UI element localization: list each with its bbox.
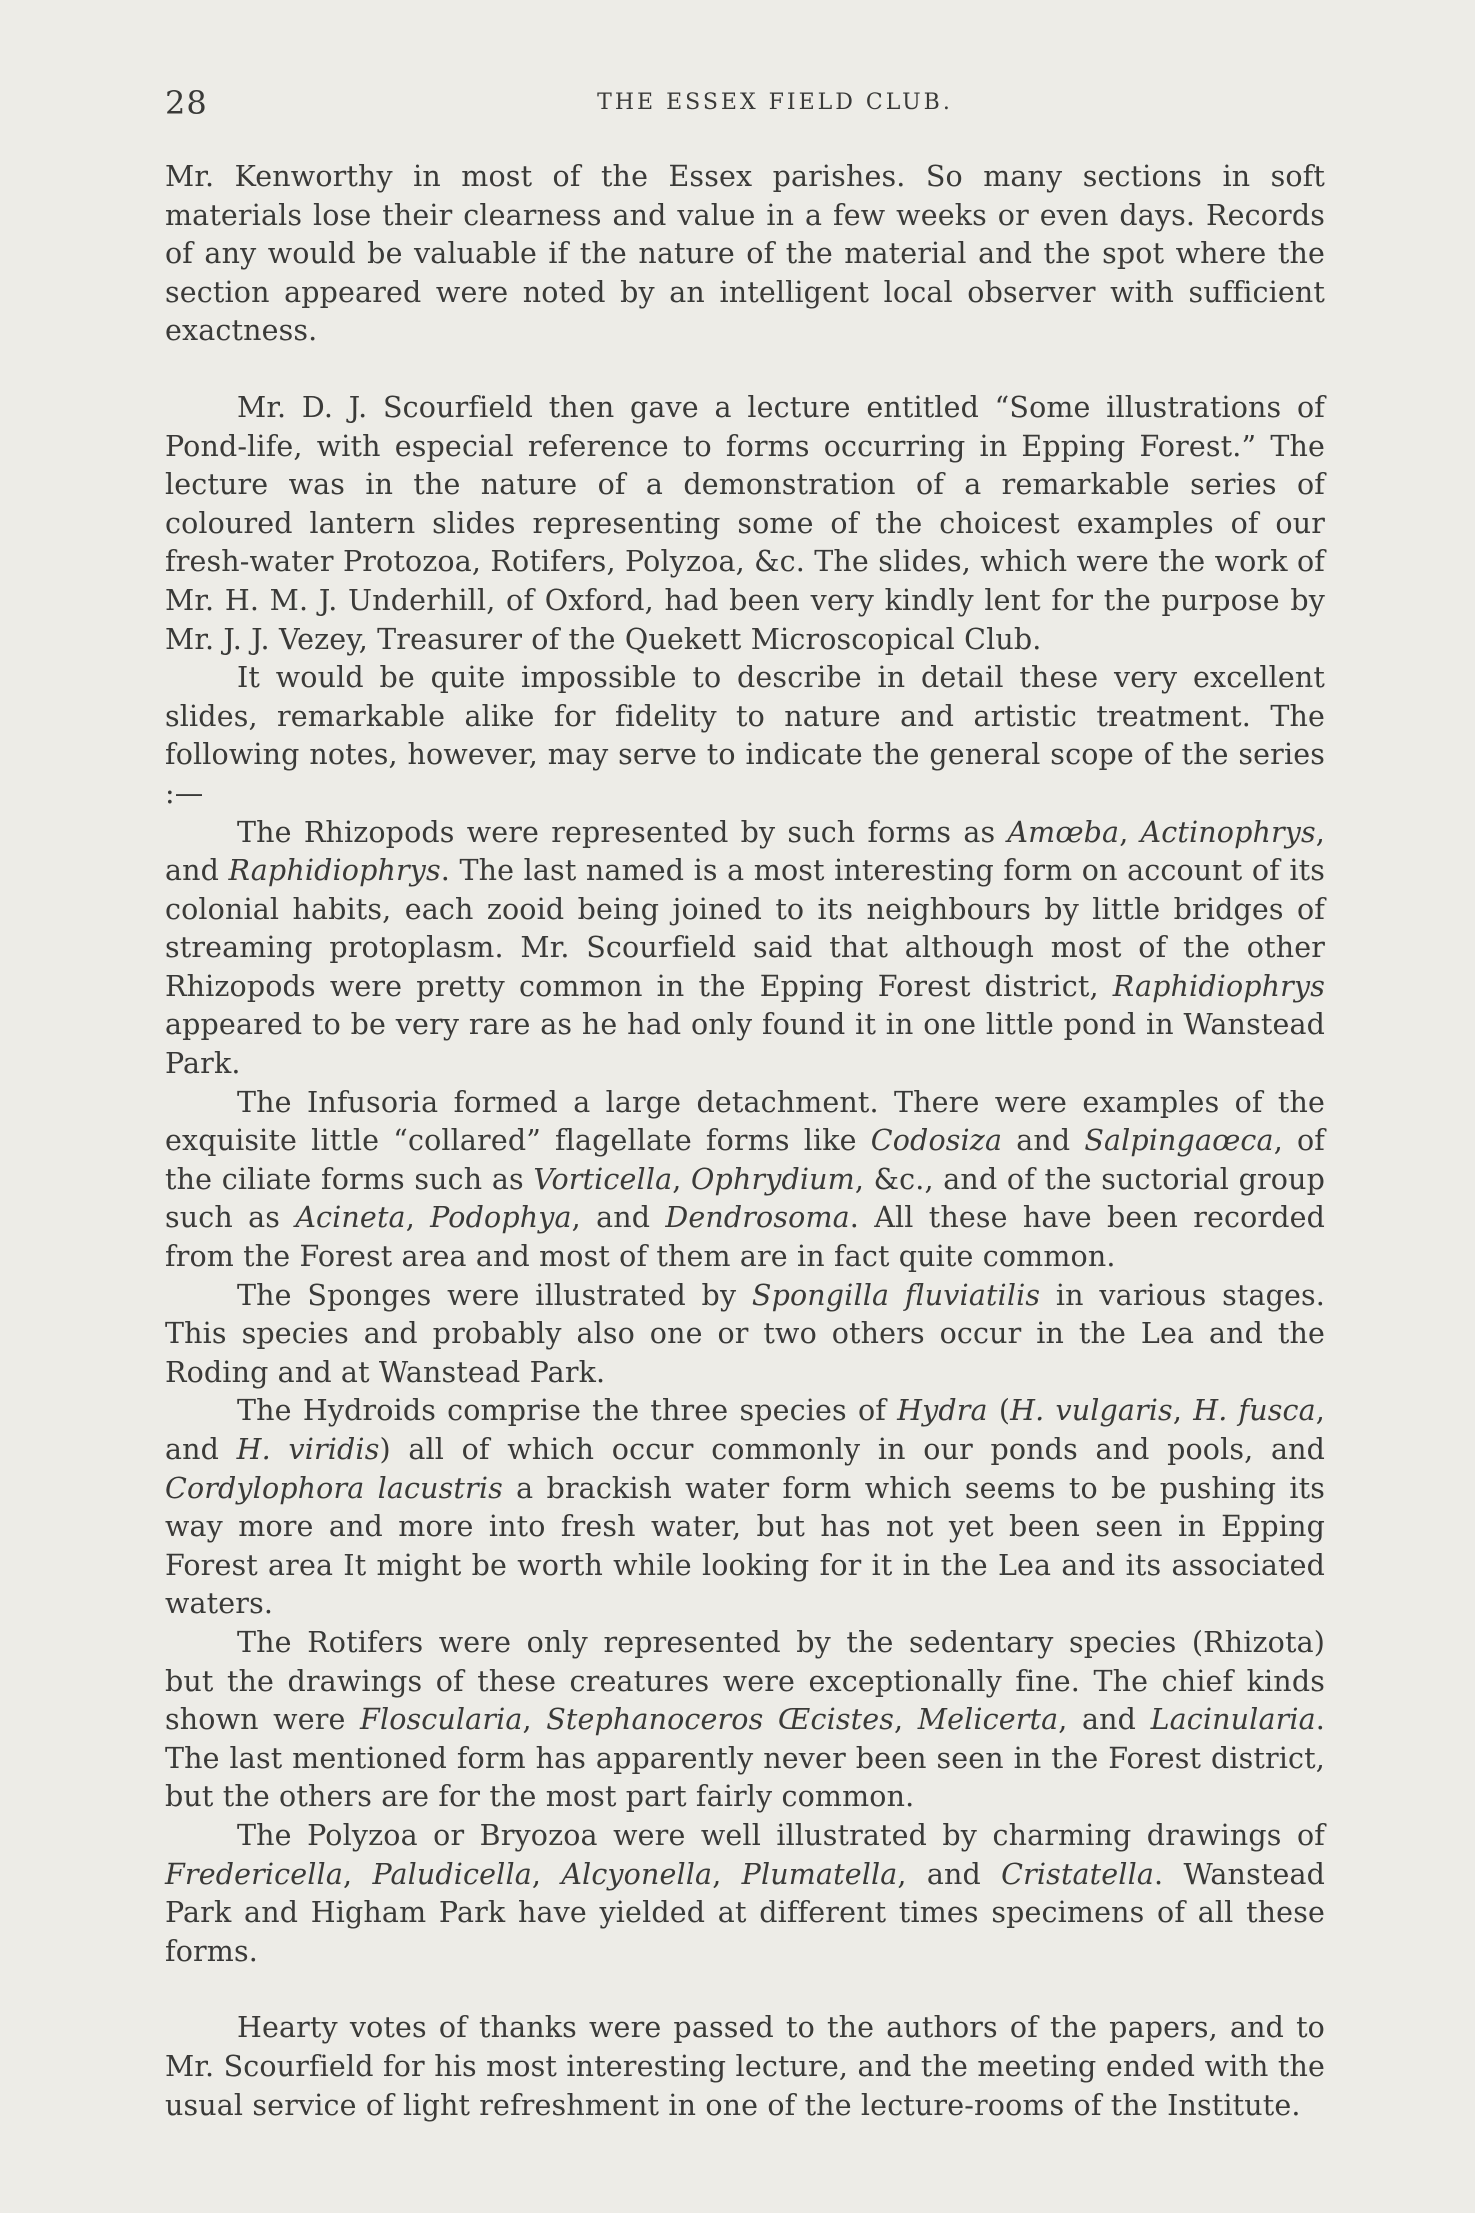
italic-taxon-name: Raphidiophrys	[1112, 969, 1325, 1003]
text-run: ,	[672, 1162, 692, 1196]
italic-taxon-name: H. viridis	[236, 1433, 380, 1466]
text-run: , and	[897, 1857, 1002, 1891]
text-run: , of the ciliate forms such as	[165, 1124, 1325, 1196]
text-run: The Infusoria formed a large detachment. There were examples of the exquisite little “collared” flagellate forms like	[165, 1085, 1325, 1158]
paragraph	[165, 1084, 1325, 1277]
paragraph	[165, 1817, 1325, 1971]
italic-taxon-name: Podophya	[430, 1201, 572, 1235]
text-run: ,	[712, 1857, 742, 1891]
italic-taxon-name: Codosiza	[870, 1124, 1003, 1158]
text-run: The Rhizopods were represented by such forms as	[237, 815, 1008, 849]
paragraph	[165, 1277, 1325, 1393]
journal-title: THE ESSEX FIELD CLUB.	[597, 90, 953, 115]
text-run: appeared to be very rare as he had only found it in one little pond in Wanstead Park.	[165, 1008, 1325, 1081]
text-run: ,	[1119, 815, 1141, 849]
italic-taxon-name: Actinophrys	[1140, 815, 1316, 849]
paragraph	[165, 1392, 1325, 1624]
paragraph	[165, 659, 1325, 813]
italic-taxon-name: Alcyonella	[561, 1857, 713, 1891]
text-run: , and	[1058, 1703, 1151, 1737]
text-run: Mr. Kenworthy in most of the Essex parishes. So many sections in soft materials lose their clearness and value in a few weeks or even days. Records of any would be valuable if the nature of the material and the spot where the section appeared were noted by an intelligent local observer with sufficient exactness.	[165, 160, 1325, 348]
italic-taxon-name: Stephanoceros Œcistes	[546, 1703, 895, 1737]
italic-taxon-name: Ophrydium	[691, 1162, 855, 1196]
text-run: ,	[894, 1703, 918, 1737]
paragraph	[165, 389, 1325, 659]
text-run: in various stages. This species and probably also one or two others occur in the Lea and the Roding and at Wanstead Park.	[165, 1278, 1325, 1389]
text-run: . The last mentioned form has apparently never been seen in the Forest district, but the others are for the most part fairly common.	[165, 1703, 1325, 1814]
italic-taxon-name: H. vulgaris	[1010, 1394, 1173, 1428]
italic-taxon-name: Melicerta	[917, 1703, 1059, 1737]
text-run: . All these have been recorded from the Forest area and most of them are in fact quite common.	[165, 1201, 1325, 1274]
text-run: The Sponges were illustrated by	[237, 1278, 752, 1312]
text-run: ,	[405, 1201, 431, 1235]
text-run: , and	[165, 815, 1325, 888]
italic-taxon-name: Acineta	[295, 1201, 406, 1235]
italic-taxon-name: Spongilla fluviatilis	[751, 1278, 1041, 1312]
italic-taxon-name: Amœba	[1007, 815, 1120, 849]
italic-taxon-name: Vorticella	[533, 1162, 673, 1196]
text-run: The Polyzoa or Bryozoa were well illustrated by charming drawings of	[237, 1818, 1325, 1852]
italic-taxon-name: Fredericella	[165, 1857, 343, 1891]
italic-taxon-name: Salpingaœca	[1084, 1124, 1274, 1158]
text-run: , and	[571, 1201, 666, 1235]
paragraph	[165, 1624, 1325, 1817]
text-run: Mr. D. J. Scourfield then gave a lecture entitled “Some illustrations of Pond-life, with especial reference to forms occurring in Epping Forest.” The lecture was in the nature of a demonstration of a remarkable series of coloured lantern slides representing some of the choicest examples of our fresh-water Protozoa, Rotifers, Polyzoa, &c. The slides, which were the work of Mr. H. M. J. Underhill, of Oxford, had been very kindly lent for the purpose by Mr. J. J. Vezey, Treasurer of the Quekett Microscopical Club.	[165, 390, 1325, 656]
italic-taxon-name: Floscularia	[360, 1703, 523, 1737]
text-run: ,	[1172, 1394, 1194, 1428]
italic-taxon-name: Hydra	[897, 1394, 988, 1428]
paragraph	[165, 158, 1325, 351]
text-run: The Rotifers were only represented by the sedentary species (Rhizota) but the drawings of these creatures were exceptionally fine. The chief kinds shown were	[165, 1625, 1325, 1737]
text-run: It would be quite impossible to describe in detail these very excellent slides, remarkable alike for fidelity to nature and artistic treatment. The following notes, however, may serve to indicate the general scope of the series :—	[165, 661, 1325, 810]
page-number: 28	[165, 84, 208, 122]
italic-taxon-name: Dendrosoma	[665, 1201, 850, 1235]
text-run: ) all of which occur commonly in our ponds and pools, and	[379, 1433, 1326, 1466]
paragraph	[165, 2009, 1325, 2125]
italic-taxon-name: Plumatella	[741, 1857, 898, 1891]
text-run: , and	[165, 1394, 1325, 1466]
italic-taxon-name: Lacinularia	[1150, 1703, 1316, 1737]
text-run: , &c., and of the suctorial group such as	[165, 1162, 1325, 1235]
italic-taxon-name: H. fusca	[1193, 1394, 1316, 1428]
italic-taxon-name: Cordylophora lacustris	[165, 1471, 503, 1505]
text-run: . Wanstead Park and Higham Park have yielded at different times specimens of all these forms.	[165, 1857, 1325, 1968]
italic-taxon-name: Raphidiophrys	[228, 854, 441, 888]
text-run: and	[1002, 1124, 1085, 1158]
paragraph	[165, 814, 1325, 1084]
italic-taxon-name: Paludicella	[372, 1857, 532, 1891]
running-head	[165, 84, 1325, 124]
text-run: Hearty votes of thanks were passed to the authors of the papers, and to Mr. Scourfield for his most interesting lecture, and the meeting ended with the usual service of light refreshment in one of the lecture-rooms of the Institute.	[165, 2011, 1325, 2122]
body-text	[165, 158, 1325, 2125]
text-run: (	[987, 1394, 1011, 1428]
text-run: ,	[522, 1703, 547, 1737]
text-run: . The last named is a most interesting form on account of its colonial habits, each zooid being joined to its neighbours by little bridges of streaming protoplasm. Mr. Scourfield said that although most of the other Rhizopods were pretty common in the Epping Forest district,	[165, 854, 1326, 1003]
text-run: a brackish water form which seems to be pushing its way more and more into fresh water, but has not yet been seen in Epping Forest area It might be worth while looking for it in the Lea and its associated waters.	[165, 1471, 1325, 1621]
text-run: The Hydroids comprise the three species of	[237, 1394, 898, 1428]
italic-taxon-name: Cristatella	[1001, 1857, 1154, 1891]
text-run: ,	[342, 1857, 373, 1891]
text-run: ,	[531, 1857, 562, 1891]
